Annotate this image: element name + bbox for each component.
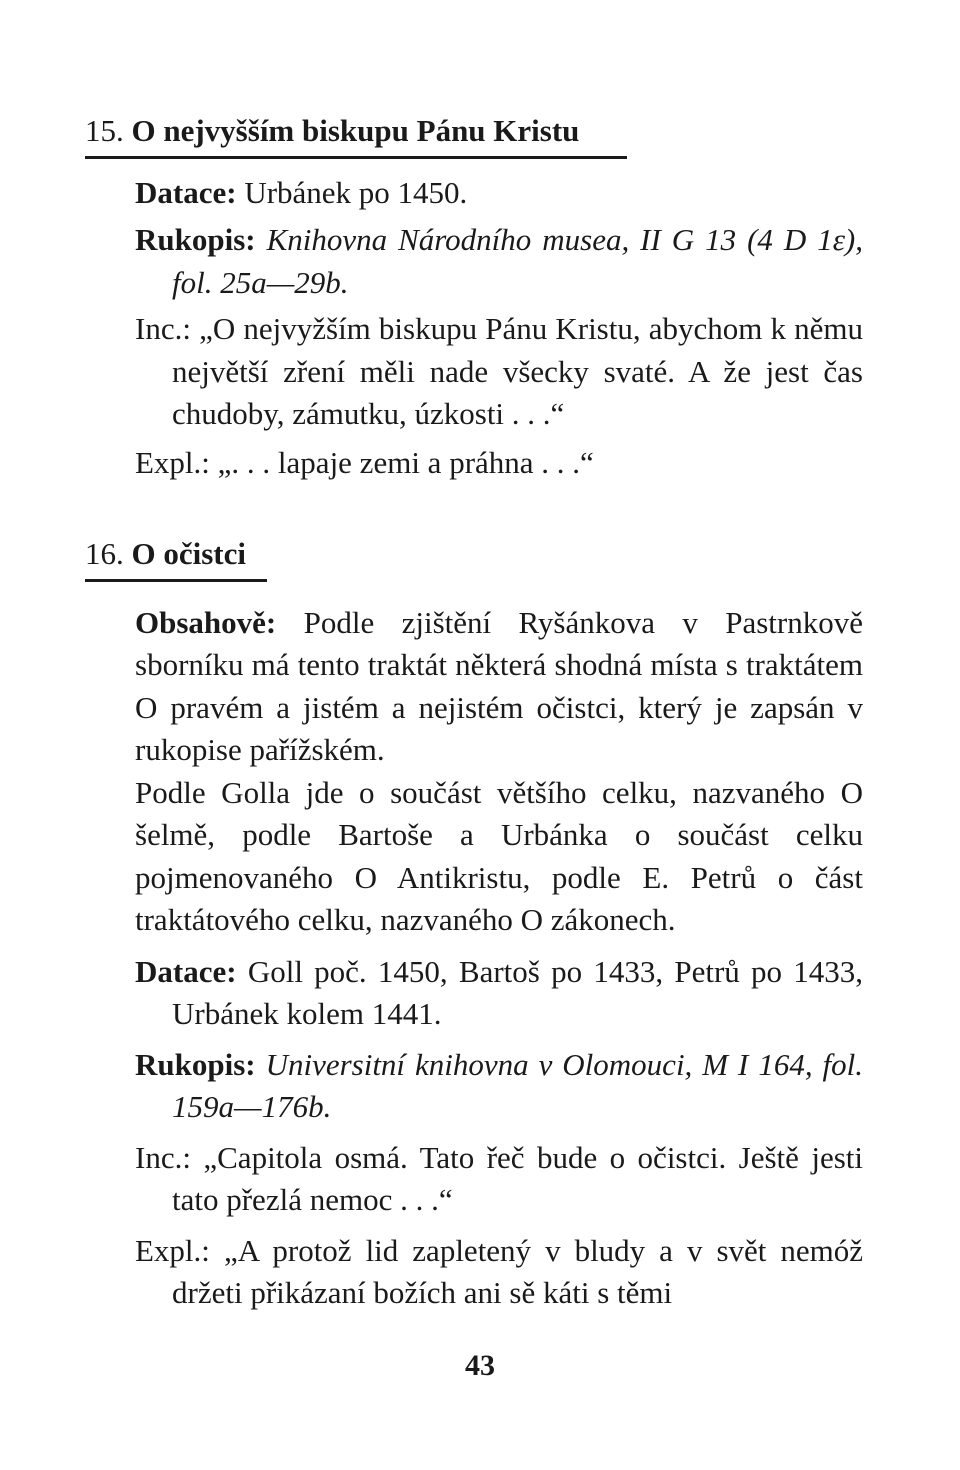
section-15-heading [85, 110, 579, 152]
section-number: 15. [85, 113, 124, 148]
manuscript-text: Universitní knihovna v Olomouci, M I 164, fol. 159a—176b. [172, 1046, 863, 1125]
section-title: O očistci [131, 536, 246, 571]
incipit-text: „O nejvyžším biskupu Pánu Kristu, abychom k němu největší zření měli nade všecky svaté. A že jest čas chudoby, zámutku, úzkosti . . .“ [172, 311, 864, 432]
section-number: 16. [85, 536, 124, 571]
dating-text: Urbánek po 1450. [244, 175, 468, 210]
manuscript-entry [135, 219, 863, 304]
manuscript-entry [135, 1044, 863, 1129]
section-15-rule [85, 156, 627, 159]
section-16-heading [85, 533, 246, 575]
explicit-entry [135, 1230, 863, 1315]
explicit-text: „. . . lapaje zemi a práhna . . .“ [217, 444, 594, 480]
explicit-text: „A protož lid zapletený v bludy a v svět nemóž držeti přikázaní božích ani sě káti s těmi [172, 1232, 864, 1311]
section-15-body [135, 172, 863, 484]
incipit-entry [135, 1137, 863, 1222]
explicit-entry [135, 442, 863, 484]
dating-label: Datace: [135, 953, 237, 989]
manuscript-text: Knihovna Národního musea, II G 13 (4 D 1ε), fol. 25a—29b. [172, 222, 864, 300]
incipit-label: Inc.: [135, 311, 191, 347]
section-16-body [135, 602, 863, 1315]
manuscript-label: Rukopis: [135, 1046, 256, 1082]
manuscript-label: Rukopis: [135, 222, 256, 258]
explicit-label: Expl.: [135, 1232, 210, 1268]
content-text: Podle zjištění Ryšánkova v Pastrnkově sborníku má tento traktát některá shodná místa s traktátem O pravém a jistém a nejistém očistci, který je zapsán v rukopise pařížském. [135, 605, 863, 768]
explicit-label: Expl.: [135, 444, 210, 480]
content-label: Obsahově: [135, 605, 277, 640]
section-16-rule [85, 579, 267, 582]
incipit-text: „Capitola osmá. Tato řeč bude o očistci. Ještě jesti tato přezlá nemoc . . .“ [172, 1139, 863, 1218]
page-number: 43 [465, 1349, 495, 1382]
incipit-entry [135, 308, 863, 435]
dating-text: Goll poč. 1450, Bartoš po 1433, Petrů po 1433, Urbánek kolem 1441. [172, 953, 864, 1032]
dating-entry [135, 951, 863, 1036]
incipit-label: Inc.: [135, 1139, 191, 1175]
content-text-2: Podle Golla jde o součást většího celku, nazvaného O šelmě, podle Bartoše a Urbánka o součást celku pojmenovaného O Antikristu, podle E. Petrů o část traktátového celku, nazvaného O zákonech. [135, 774, 863, 938]
content-entry [135, 602, 863, 772]
dating-entry [135, 172, 863, 214]
dating-label: Datace: [135, 175, 237, 210]
content-entry-2 [135, 772, 863, 942]
section-title: O nejvyšším biskupu Pánu Kristu [131, 113, 580, 148]
